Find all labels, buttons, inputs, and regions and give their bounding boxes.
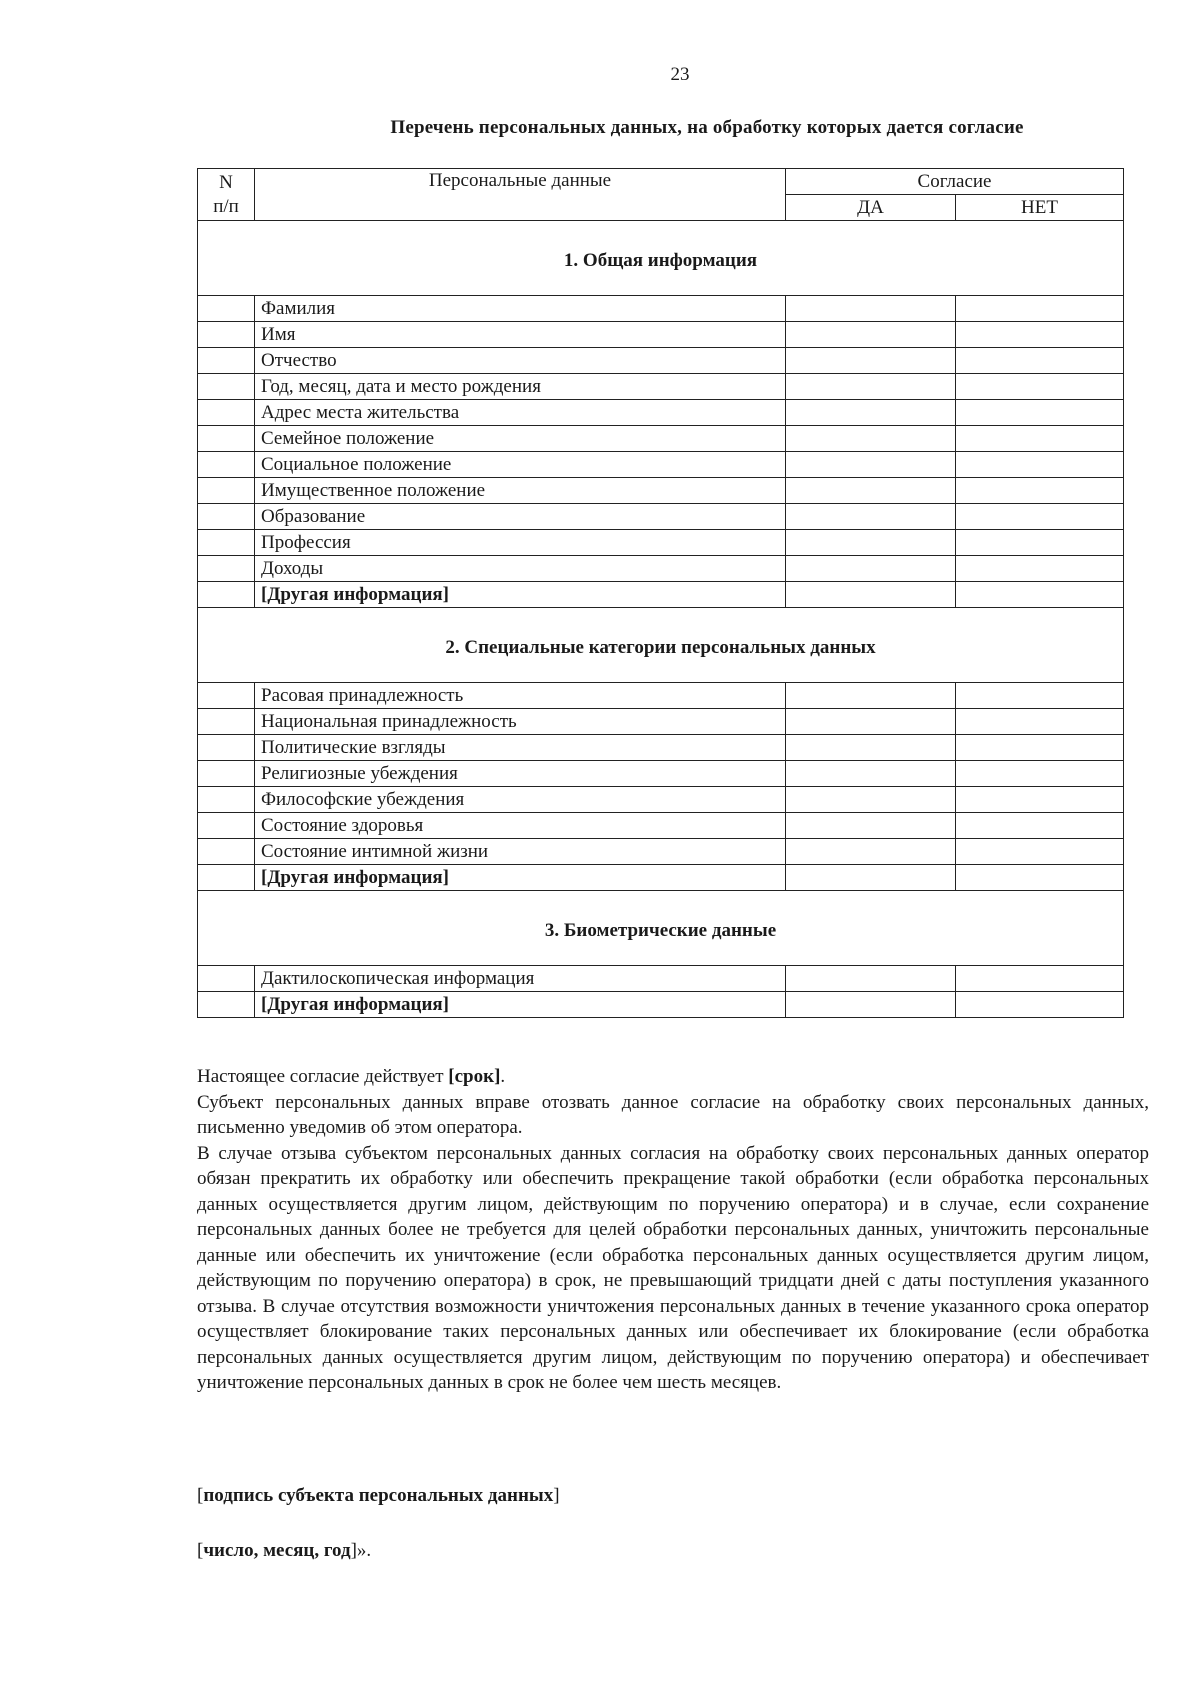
consent-yes-cell[interactable] [786, 709, 956, 735]
page-number: 23 [670, 64, 690, 85]
row-number-cell [198, 400, 255, 426]
table-row [198, 992, 1124, 1018]
row-label: Политические взгляды [255, 735, 786, 761]
header-number-cell [198, 169, 255, 221]
row-number-cell [198, 865, 255, 891]
consent-no-cell[interactable] [956, 787, 1124, 813]
consent-yes-cell[interactable] [786, 865, 956, 891]
consent-no-cell[interactable] [956, 322, 1124, 348]
revoke-paragraph: Субъект персональных данных вправе отозвать данное согласие на обработку своих персональных данных, письменно уведомив об этом оператора. [197, 1091, 1149, 1138]
row-label: Фамилия [255, 296, 786, 322]
row-label: Год, месяц, дата и место рождения [255, 374, 786, 400]
consent-no-cell[interactable] [956, 992, 1124, 1018]
page-title: Перечень персональных данных, на обработку которых дается согласие [390, 117, 1024, 138]
consent-terms [197, 1064, 1149, 1396]
table-row [198, 452, 1124, 478]
signature-placeholder [197, 1485, 560, 1507]
row-number-cell [198, 374, 255, 400]
row-number-cell [198, 452, 255, 478]
section-title-cell [198, 891, 1124, 966]
date-bracket-open: [ [197, 1540, 204, 1561]
row-number-cell [198, 556, 255, 582]
consent-yes-cell[interactable] [786, 452, 956, 478]
header-yes: ДА [786, 195, 956, 221]
consent-no-cell[interactable] [956, 582, 1124, 608]
table-row [198, 582, 1124, 608]
section-title: 3. Биометрические данные [544, 920, 777, 941]
row-number-cell [198, 709, 255, 735]
section-header-row [198, 221, 1124, 296]
row-number-cell [198, 992, 255, 1018]
row-label: Имя [255, 322, 786, 348]
consent-no-cell[interactable] [956, 865, 1124, 891]
row-label: Расовая принадлежность [255, 683, 786, 709]
row-number-cell [198, 761, 255, 787]
table-row [198, 735, 1124, 761]
consent-yes-cell[interactable] [786, 735, 956, 761]
row-label: Отчество [255, 348, 786, 374]
table-row [198, 966, 1124, 992]
table-row [198, 761, 1124, 787]
withdrawal-paragraph: В случае отзыва субъектом персональных данных согласия на обработку своих персональных данных оператор обязан прекратить их обработку или обеспечить прекращение такой обработки (если обработка персональных данных осуществляется другим лицом, действующим по поручению оператора) и в случае, если сохранение персональных данных более не требуется для целей обработки персональных данных, уничтожить персональные данные или обеспечить их уничтожение (если обработка персональных данных осуществляется другим лицом, действующим по поручению оператора) в срок, не превышающий тридцати дней с даты поступления указанного отзыва. В случае отсутствия возможности уничтожения персональных данных в течение указанного срока оператор осуществляет блокирование таких персональных данных или обеспечивает их блокирование (если обработка персональных данных осуществляется другим лицом, действующим по поручению оператора) и обеспечивает уничтожение персональных данных в срок не более чем шесть месяцев. [197, 1142, 1149, 1393]
date-bracket-close: ]». [350, 1540, 372, 1561]
validity-term: [срок] [448, 1066, 501, 1087]
section-title-cell [198, 608, 1124, 683]
validity-paragraph [197, 1064, 1149, 1090]
table-row [198, 787, 1124, 813]
table-row [198, 322, 1124, 348]
table-row [198, 348, 1124, 374]
row-label: Образование [255, 504, 786, 530]
consent-no-cell[interactable] [956, 966, 1124, 992]
row-number-cell [198, 735, 255, 761]
table-row [198, 683, 1124, 709]
row-label: Состояние интимной жизни [255, 839, 786, 865]
row-label: Адрес места жительства [255, 400, 786, 426]
table-row [198, 426, 1124, 452]
table-row [198, 400, 1124, 426]
consent-yes-cell[interactable] [786, 813, 956, 839]
row-number-cell [198, 426, 255, 452]
consent-yes-cell[interactable] [786, 400, 956, 426]
consent-yes-cell[interactable] [786, 582, 956, 608]
table-row [198, 296, 1124, 322]
consent-no-cell[interactable] [956, 530, 1124, 556]
header-personal-data: Персональные данные [255, 169, 786, 221]
row-number-cell [198, 966, 255, 992]
table-row [198, 839, 1124, 865]
row-label: Национальная принадлежность [255, 709, 786, 735]
table-row [198, 530, 1124, 556]
consent-no-cell[interactable] [956, 761, 1124, 787]
consent-yes-cell[interactable] [786, 683, 956, 709]
table-row [198, 709, 1124, 735]
section-header-row [198, 891, 1124, 966]
signature-bracket-open: [ [197, 1485, 204, 1506]
table-row [198, 556, 1124, 582]
consent-yes-cell[interactable] [786, 478, 956, 504]
row-label: Профессия [255, 530, 786, 556]
row-label: Философские убеждения [255, 787, 786, 813]
row-label: Религиозные убеждения [255, 761, 786, 787]
consent-no-cell[interactable] [956, 813, 1124, 839]
row-label: Социальное положение [255, 452, 786, 478]
row-label: Состояние здоровья [255, 813, 786, 839]
consent-no-cell[interactable] [956, 452, 1124, 478]
section-title: 1. Общая информация [563, 250, 758, 271]
validity-text: Настоящее согласие действует [197, 1066, 449, 1087]
consent-no-cell[interactable] [956, 426, 1124, 452]
row-number-cell [198, 813, 255, 839]
row-label: [Другая информация] [255, 582, 786, 608]
header-no: НЕТ [956, 195, 1124, 221]
row-label: Семейное положение [255, 426, 786, 452]
section-header-row [198, 608, 1124, 683]
consent-yes-cell[interactable] [786, 504, 956, 530]
consent-yes-cell[interactable] [786, 348, 956, 374]
table-row [198, 813, 1124, 839]
consent-yes-cell[interactable] [786, 296, 956, 322]
row-number-cell [198, 296, 255, 322]
consent-no-cell[interactable] [956, 556, 1124, 582]
consent-yes-cell[interactable] [786, 322, 956, 348]
consent-yes-cell[interactable] [786, 374, 956, 400]
consent-no-cell[interactable] [956, 374, 1124, 400]
consent-no-cell[interactable] [956, 296, 1124, 322]
row-number-cell [198, 839, 255, 865]
row-label: Дактилоскопическая информация [255, 966, 786, 992]
section-title-cell [198, 221, 1124, 296]
consent-no-cell[interactable] [956, 478, 1124, 504]
consent-yes-cell[interactable] [786, 992, 956, 1018]
consent-yes-cell[interactable] [786, 839, 956, 865]
table-row [198, 478, 1124, 504]
consent-yes-cell[interactable] [786, 787, 956, 813]
row-number-cell [198, 683, 255, 709]
consent-no-cell[interactable] [956, 709, 1124, 735]
date-placeholder [197, 1540, 371, 1562]
consent-no-cell[interactable] [956, 683, 1124, 709]
date-label: число, месяц, год [203, 1540, 351, 1561]
row-number-cell [198, 530, 255, 556]
consent-no-cell[interactable] [956, 839, 1124, 865]
table-row [198, 374, 1124, 400]
consent-yes-cell[interactable] [786, 556, 956, 582]
consent-no-cell[interactable] [956, 504, 1124, 530]
consent-no-cell[interactable] [956, 400, 1124, 426]
consent-yes-cell[interactable] [786, 966, 956, 992]
row-number-cell [198, 504, 255, 530]
row-label: Имущественное положение [255, 478, 786, 504]
table-row [198, 504, 1124, 530]
consent-yes-cell[interactable] [786, 530, 956, 556]
table-header-row [198, 169, 1124, 195]
validity-suffix: . [500, 1066, 506, 1087]
row-number-cell [198, 478, 255, 504]
header-number-n: N [219, 171, 233, 193]
signature-label: подпись субъекта персональных данных [203, 1485, 554, 1506]
row-number-cell [198, 348, 255, 374]
personal-data-table [197, 168, 1124, 1018]
table-row [198, 865, 1124, 891]
consent-yes-cell[interactable] [786, 426, 956, 452]
consent-no-cell[interactable] [956, 735, 1124, 761]
signature-bracket-close: ] [553, 1485, 560, 1506]
section-title: 2. Специальные категории персональных данных [445, 637, 876, 658]
consent-yes-cell[interactable] [786, 761, 956, 787]
row-number-cell [198, 582, 255, 608]
header-consent: Согласие [786, 169, 1124, 195]
consent-no-cell[interactable] [956, 348, 1124, 374]
row-number-cell [198, 787, 255, 813]
row-label: Доходы [255, 556, 786, 582]
row-label: [Другая информация] [255, 865, 786, 891]
row-number-cell [198, 322, 255, 348]
row-label: [Другая информация] [255, 992, 786, 1018]
header-number-pp: п/п [213, 195, 239, 217]
